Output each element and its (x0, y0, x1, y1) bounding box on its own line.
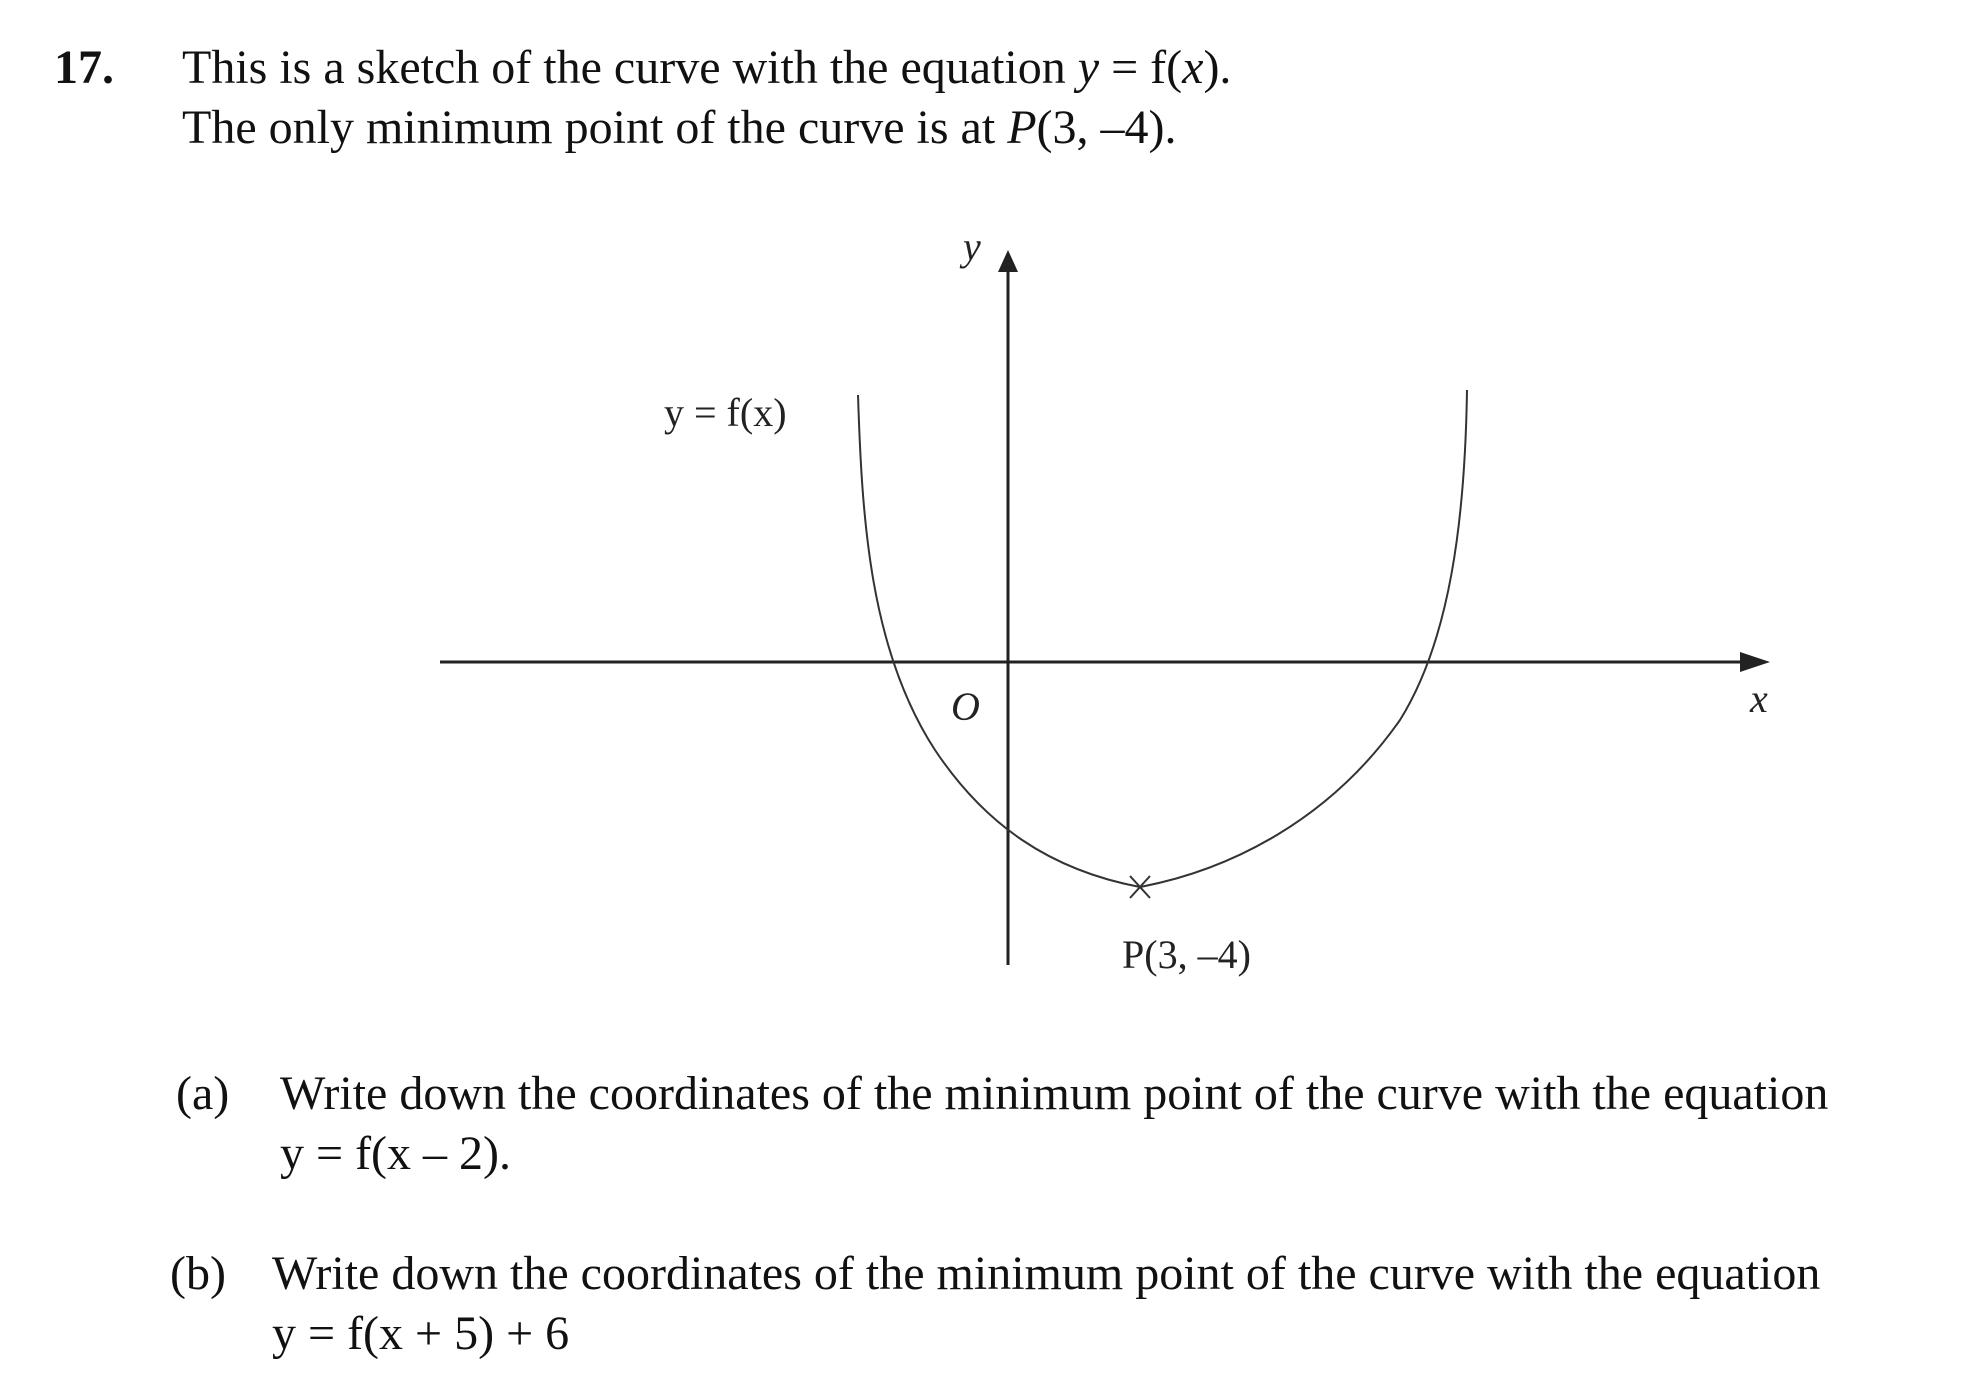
question-intro-line-1: This is a sketch of the curve with the equation y = f(x). (182, 41, 1232, 94)
part-a-label: (a) (176, 1067, 230, 1120)
part-a-equation: y = f(x – 2). (280, 1127, 512, 1180)
part-b-text-line-1: Write down the coordinates of the minimum point of the curve with the equation (272, 1247, 1821, 1300)
y-axis-arrow-icon (998, 250, 1018, 272)
part-b-equation: y = f(x + 5) + 6 (272, 1307, 570, 1360)
x-axis-label: x (1750, 676, 1768, 721)
x-axis-arrow-icon (1740, 652, 1770, 672)
part-a-text-line-1: Write down the coordinates of the minimum point of the curve with the equation (280, 1067, 1829, 1120)
y-axis-label: y (963, 224, 981, 269)
curve-label: y = f(x) (664, 390, 787, 435)
minimum-point-label: P(3, –4) (1122, 932, 1251, 977)
question-intro-line-2: The only minimum point of the curve is at P(3, –4). (182, 101, 1177, 154)
origin-label: O (951, 684, 980, 729)
question-number: 17. (54, 41, 114, 94)
minimum-point-marker (1130, 876, 1150, 898)
part-b-label: (b) (170, 1247, 226, 1300)
curve (858, 390, 1467, 887)
